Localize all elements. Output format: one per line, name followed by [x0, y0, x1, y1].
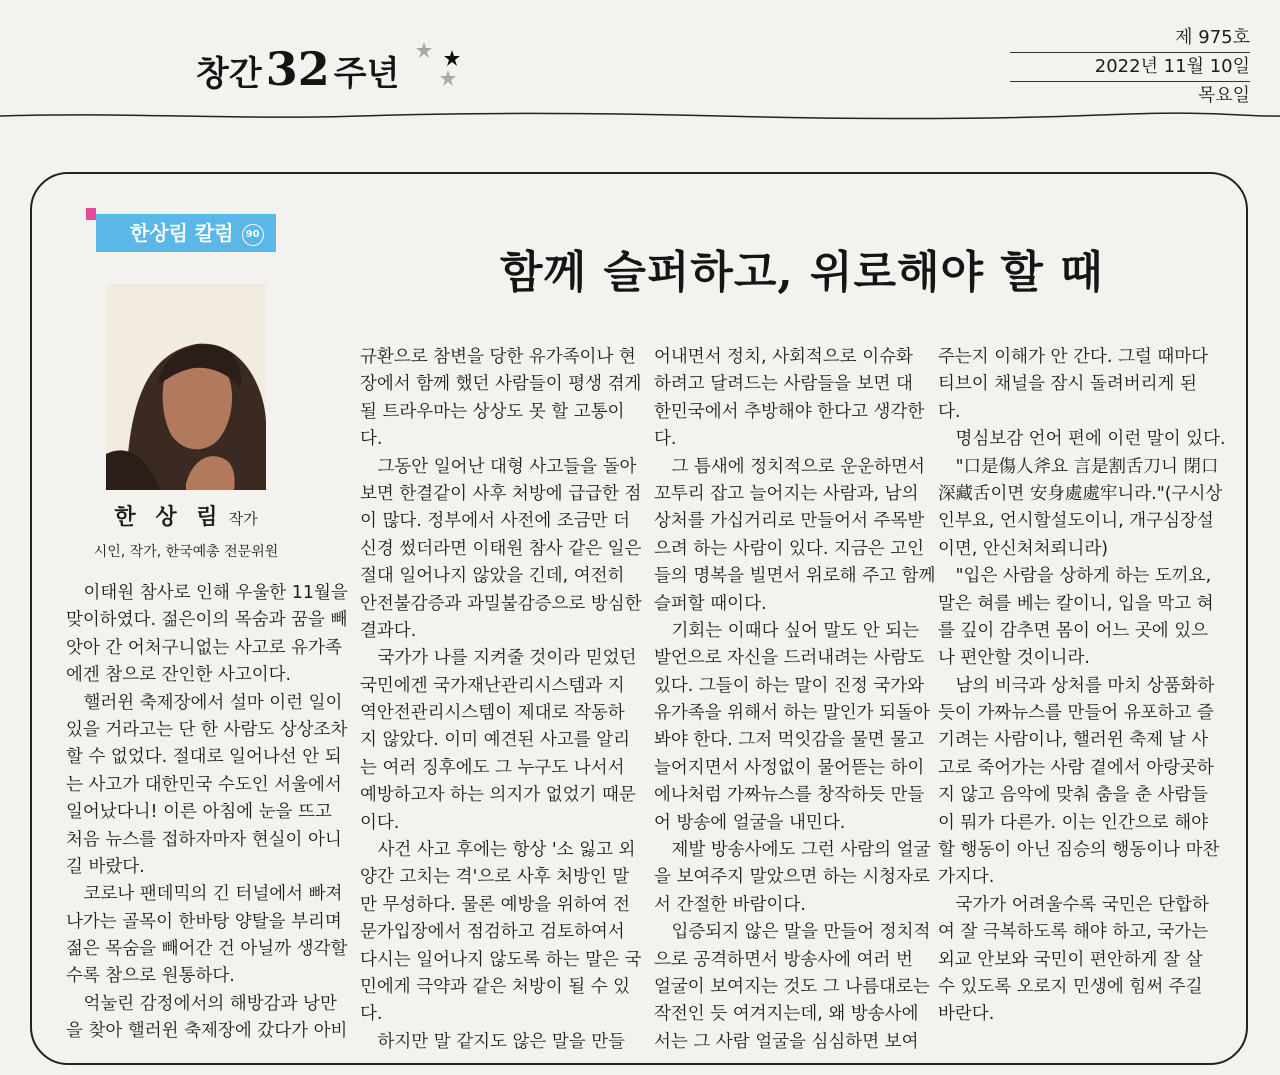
body-line: 있을 거라고는 단 한 사람도 상상조차	[66, 719, 348, 740]
body-line: 다.	[938, 401, 961, 422]
body-line: 에겐 참으로 잔인한 사고이다.	[66, 665, 292, 686]
body-line: 문가입장에서 점검하고 검토하여서	[360, 922, 625, 943]
body-line: 국가가 나를 지켜줄 것이라 믿었던	[360, 648, 637, 669]
body-line: 국가가 어려울수록 국민은 단합하	[938, 894, 1209, 915]
issue-date: 2022년 11월 10일	[1010, 53, 1250, 82]
author-photo	[106, 284, 266, 490]
body-line: 국민에겐 국가재난관리시스템과 지	[360, 675, 625, 696]
body-line: 으려 하는 사람이 있다. 지금은 고인	[654, 538, 925, 559]
body-line: 어 방송에 얼굴을 내민다.	[654, 812, 846, 833]
body-line: 제발 방송사에도 그런 사람의 얼굴	[654, 840, 931, 861]
headline: 함께 슬퍼하고, 위로해야 할 때	[500, 247, 1104, 298]
body-line: 그동안 일어난 대형 사고들을 돌아	[360, 456, 637, 477]
body-line: 사건 사고 후에는 항상 '소 잃고 외	[360, 840, 636, 861]
body-line: 이면, 안신처처뢰니라)	[938, 538, 1109, 559]
body-line: 보면 한결같이 사후 처방에 급급한 점	[360, 483, 642, 504]
body-line: 신경 썼더라면 이태원 참사 같은 일은	[360, 538, 642, 559]
anniversary-suffix: 주년	[333, 54, 400, 94]
body-line: 유가족을 위해서 하는 말인가 되돌아	[654, 703, 930, 724]
body-line: 바란다.	[938, 1004, 995, 1025]
body-line: 듯이 가짜뉴스를 만들어 유포하고 즐	[938, 703, 1214, 724]
body-line: 외교 안보와 국민이 편안하게 잘 살	[938, 949, 1203, 970]
body-line: 얼굴이 보여지는 것도 그 나름대로는	[654, 976, 930, 997]
body-line: 고로 죽어가는 사람 곁에서 아랑곳하	[938, 757, 1214, 778]
body-line: 장에서 함께 했던 사람들이 평생 겪게	[360, 374, 642, 395]
body-line: 는 여러 징후에도 그 누구도 나서서	[360, 757, 625, 778]
series-label: 한상림 칼럼	[130, 221, 234, 245]
body-line: "입은 사람을 상하게 하는 도끼요,	[938, 566, 1212, 587]
body-line: 다시는 일어나지 않도록 하는 말은 국	[360, 949, 642, 970]
body-line: 수록 참으로 원통하다.	[66, 966, 235, 987]
body-line: 늘어지면서 사정없이 물어뜯는 하이	[654, 757, 925, 778]
issue-info	[1010, 24, 1250, 110]
body-line: 나 편안할 것이니라.	[938, 648, 1090, 669]
body-line: 일어났다니! 이른 아침에 눈을 뜨고	[66, 802, 332, 823]
body-line: 규환으로 참변을 당한 유가족이나 현	[360, 347, 636, 367]
body-line: 봐야 한다. 그저 먹잇감을 물면 물고	[654, 730, 925, 751]
body-line: 이다.	[360, 812, 400, 833]
body-column-2	[360, 344, 642, 1056]
masthead-rule	[0, 110, 1280, 122]
body-line: 여 잘 극복하도록 해야 하고, 국가는	[938, 922, 1209, 943]
masthead	[0, 0, 1280, 120]
body-line: 서 간절한 바람이다.	[654, 894, 806, 915]
body-line: 에나처럼 가짜뉴스를 창작하듯 만들	[654, 785, 925, 806]
body-line: 코로나 팬데믹의 긴 터널에서 빠져	[66, 884, 343, 905]
body-line: 역안전관리시스템이 제대로 작동하	[360, 703, 625, 724]
body-line: 어내면서 정치, 사회적으로 이슈화	[654, 347, 913, 367]
body-line: 인부요, 언시할설도이니, 개구심장설	[938, 511, 1214, 532]
body-line: 슬퍼할 때이다.	[654, 593, 767, 614]
author-role: 작가	[228, 510, 258, 528]
badge-accent	[86, 208, 96, 220]
issue-weekday: 목요일	[1197, 85, 1250, 106]
anniversary-prefix: 창간	[196, 54, 262, 94]
body-line: 지 않고 음악에 맞춰 춤을 춘 사람들	[938, 785, 1209, 806]
author-description: 시인, 작가, 한국예총 전문위원	[93, 544, 279, 560]
body-line: 들의 명복을 빌면서 위로해 주고 함께	[654, 566, 936, 587]
body-line: 지 않았다. 이미 예견된 사고를 알리	[360, 730, 631, 751]
body-line: 티브이 채널을 잠시 돌려버리게 된	[938, 374, 1197, 395]
body-line: 가지다.	[938, 867, 995, 888]
body-line: 발언으로 자신을 드러내려는 사람도	[654, 648, 925, 669]
star-icon	[414, 40, 464, 90]
body-line: 있다. 그들이 하는 말이 진정 국가와	[654, 675, 925, 696]
body-line: 다.	[360, 429, 383, 450]
body-line: 기려는 사람이나, 핼러윈 축제 날 사	[938, 730, 1209, 751]
body-line: 양간 고치는 격'으로 사후 처방인 말	[360, 867, 630, 888]
body-line: 결과다.	[360, 620, 417, 641]
body-column-4	[938, 344, 1226, 1029]
body-line: 길 바랐다.	[66, 856, 145, 877]
body-line: 다.	[360, 1004, 383, 1025]
body-line: 안전불감증과 과밀불감증으로 방심한	[360, 593, 642, 614]
body-line: 다.	[654, 429, 677, 450]
body-line: 절대 일어나지 않았을 긴데, 여전히	[360, 566, 625, 587]
body-line: 으로 공격하면서 방송사에 여러 번	[654, 949, 913, 970]
body-line: 이 많다. 정부에서 사전에 조금만 더	[360, 511, 631, 532]
body-line: 만 무성하다. 물론 예방을 위하여 전	[360, 894, 631, 915]
body-line: 기회는 이때다 싶어 말도 안 되는	[654, 620, 920, 641]
body-line: 작전인 듯 여겨지는데, 왜 방송사에	[654, 1004, 919, 1025]
body-line: 할 수 없었다. 절대로 일어나선 안 되	[66, 747, 342, 768]
body-line: 맞이하였다. 젊은이의 목숨과 꿈을 빼	[66, 610, 348, 631]
body-line: 젊은 목숨을 빼어간 건 아닐까 생각할	[66, 939, 348, 960]
body-line: 하지만 말 같지도 않은 말을 만들	[360, 1031, 626, 1052]
body-line: 핼러윈 축제장에서 설마 이런 일이	[66, 692, 343, 713]
anniversary-logo	[196, 42, 399, 96]
body-column-3	[654, 344, 936, 1056]
body-line: 는 사고가 대한민국 수도인 서울에서	[66, 774, 342, 795]
body-line: 주는지 이해가 안 간다. 그럴 때마다	[938, 347, 1209, 367]
body-line: 민에게 극약과 같은 처방이 될 수 있	[360, 976, 631, 997]
body-column-1	[66, 580, 348, 1046]
body-line: 억눌린 감정에서의 해방감과 낭만	[66, 993, 337, 1014]
body-line: 그 틈새에 정치적으로 운운하면서	[654, 456, 925, 477]
body-line: 명심보감 언어 편에 이런 말이 있다.	[938, 429, 1226, 450]
body-line: 예방하고자 하는 의지가 없었기 때문	[360, 785, 636, 806]
body-line: 처음 뉴스를 접하자마자 현실이 아니	[66, 829, 342, 850]
body-line: 될 트라우마는 상상도 못 할 고통이	[360, 401, 625, 422]
body-line: 나가는 골목이 한바탕 양탈을 부리며	[66, 911, 342, 932]
body-line: 서는 그 사람 얼굴을 심심하면 보여	[654, 1031, 919, 1052]
body-line: 입증되지 않은 말을 만들어 정치적	[654, 922, 931, 943]
body-line: 앗아 간 어처구니없는 사고로 유가족	[66, 637, 342, 658]
body-line: 꼬투리 잡고 늘어지는 사람과, 남의	[654, 483, 919, 504]
anniversary-number: 32	[265, 42, 330, 96]
body-line: 를 깊이 감추면 몸이 어느 곳에 있으	[938, 620, 1209, 641]
body-line: 을 보여주지 말았으면 하는 시청자로	[654, 867, 930, 888]
body-line: 이태원 참사로 인해 우울한 11월을	[66, 583, 348, 603]
body-line: 한민국에서 추방해야 한다고 생각한	[654, 401, 925, 422]
issue-number: 제 975호	[1010, 24, 1250, 53]
body-line: 深藏舌이면 安身處處牢니라."(구시상	[938, 483, 1223, 504]
body-line: 이 뭐가 다른가. 이는 인간으로 해야	[938, 812, 1209, 833]
body-line: 남의 비극과 상처를 마치 상품화하	[938, 675, 1215, 696]
body-line: 하려고 달려드는 사람들을 보면 대	[654, 374, 913, 395]
body-line: 을 찾아 핼러윈 축제장에 갔다가 아비	[66, 1021, 348, 1042]
series-number: 90	[242, 224, 264, 246]
body-line: 할 행동이 아닌 짐승의 행동이나 마찬	[938, 840, 1220, 861]
body-line: "口是傷人斧요 言是割舌刀니 閉口	[938, 456, 1219, 477]
body-line: 말은 혀를 베는 칼이니, 입을 막고 혀	[938, 593, 1214, 614]
body-line: 수 있도록 오로지 민생에 힘써 주길	[938, 976, 1203, 997]
series-label-box	[96, 214, 276, 252]
body-line: 상처를 가십거리로 만들어서 주목받	[654, 511, 925, 532]
author-name: 한 상 림	[114, 504, 224, 530]
author-block	[70, 500, 302, 561]
